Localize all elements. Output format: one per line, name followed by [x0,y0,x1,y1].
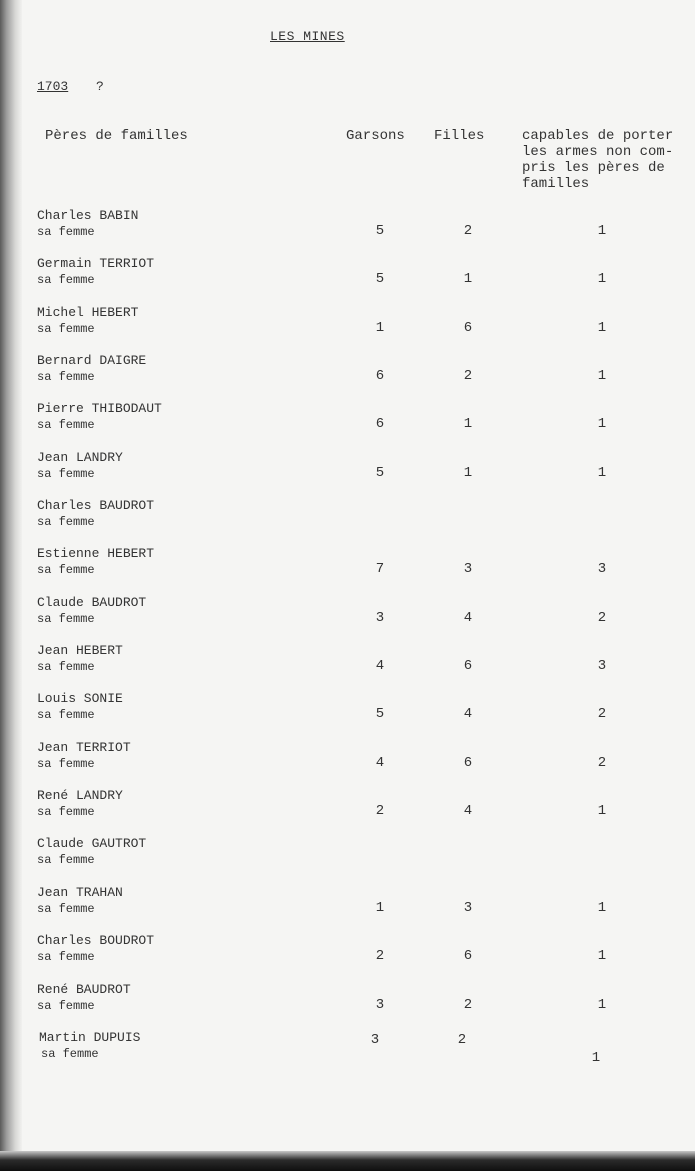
spouse-label: sa femme [37,805,95,820]
girls-count: 3 [463,899,473,916]
family-head-name: Jean HEBERT [37,643,123,659]
boys-count: 3 [375,996,385,1013]
table-row [0,691,695,739]
table-row [0,595,695,643]
arms-bearers-count: 2 [597,609,607,626]
boys-count: 4 [375,658,385,675]
girls-count: 2 [463,223,473,239]
boys-count: 2 [375,803,385,820]
table-row [0,450,695,498]
boys-count: 3 [370,1031,380,1048]
family-head-name: René BAUDROT [37,981,131,997]
column-header-arms-bearers: capables de porter les armes non com- pris les pères de familles [522,128,674,192]
family-head-name: Claude BAUDROT [37,594,147,610]
page-title: LES MINES [270,29,345,44]
arms-bearers-count: 1 [597,899,607,916]
table-row [0,546,695,594]
girls-count: 2 [457,1031,467,1048]
spouse-label: sa femme [37,321,95,336]
girls-count: 1 [463,271,473,288]
boys-count: 6 [375,416,385,433]
family-head-name: Germain TERRIOT [37,256,155,272]
girls-count: 1 [463,464,473,481]
spouse-label: sa femme [37,418,95,433]
spouse-label: sa femme [37,563,95,578]
arms-bearers-count: 1 [597,803,607,820]
table-row [0,401,695,449]
table-row [0,643,695,691]
arms-bearers-count: 1 [597,319,607,336]
spouse-label: sa femme [37,708,95,723]
table-row [0,1030,695,1078]
boys-count: 5 [375,706,385,723]
spouse-label: sa femme [37,756,95,771]
spouse-label: sa femme [37,466,95,481]
boys-count: 7 [375,561,385,578]
column-header-fathers: Pères de familles [45,128,188,144]
spouse-label: sa femme [37,273,95,288]
arms-bearers-count: 1 [597,271,607,288]
family-head-name: Claude GAUTROT [37,836,147,852]
boys-count: 5 [375,271,385,288]
arms-bearers-count: 3 [597,658,607,675]
boys-count: 4 [375,754,385,771]
arms-bearers-count: 1 [597,996,607,1013]
girls-count: 4 [463,706,473,723]
family-head-name: René LANDRY [37,788,123,804]
family-head-name: Charles BABIN [37,208,139,223]
table-row [0,885,695,933]
table-row [0,836,695,884]
spouse-label: sa femme [37,660,95,675]
arms-bearers-count: 1 [597,464,607,481]
boys-count: 2 [375,948,385,965]
girls-count: 6 [463,658,473,675]
table-row [0,788,695,836]
boys-count: 3 [375,609,385,626]
table-row [0,353,695,401]
girls-count: 6 [463,754,473,771]
year-label: 1703 [37,79,69,94]
spouse-label: sa femme [37,950,95,965]
girls-count: 2 [463,996,473,1013]
family-head-name: Martin DUPUIS [39,1029,141,1045]
table-row [0,305,695,353]
spouse-label: sa femme [37,611,95,626]
arms-bearers-count: 1 [597,368,607,385]
arms-bearers-count: 2 [597,754,607,771]
table-row [0,740,695,788]
arms-bearers-count: 3 [597,561,607,578]
spouse-label: sa femme [37,853,95,868]
family-head-name: Louis SONIE [37,691,123,707]
spouse-label: sa femme [37,225,95,239]
table-row [0,208,695,256]
girls-count: 6 [463,319,473,336]
spouse-label: sa femme [37,998,95,1013]
arms-bearers-count: 1 [597,948,607,965]
table-row [0,498,695,546]
column-header-boys: Garsons [346,128,405,144]
girls-count: 1 [463,416,473,433]
girls-count: 4 [463,803,473,820]
family-head-name: Jean LANDRY [37,449,123,465]
table-row [0,256,695,304]
family-head-name: Jean TRAHAN [37,884,123,900]
table-row [0,933,695,981]
spouse-label: sa femme [37,901,95,916]
girls-count: 6 [463,948,473,965]
arms-bearers-count: 1 [591,1049,601,1066]
spouse-label: sa femme [41,1046,99,1061]
family-head-name: Michel HEBERT [37,304,139,320]
boys-count: 6 [375,368,385,385]
boys-count: 1 [375,319,385,336]
year-uncertain-mark: ? [96,79,104,94]
family-head-name: Charles BAUDROT [37,498,155,514]
scan-bottom-edge [0,1151,695,1171]
family-head-name: Estienne HEBERT [37,546,155,562]
boys-count: 1 [375,899,385,916]
boys-count: 5 [375,464,385,481]
family-head-name: Bernard DAIGRE [37,353,147,369]
arms-bearers-count: 1 [597,223,607,239]
boys-count: 5 [375,223,385,239]
family-head-name: Charles BOUDROT [37,933,155,949]
family-head-name: Pierre THIBODAUT [37,401,162,417]
table-row [0,982,695,1030]
arms-bearers-count: 2 [597,706,607,723]
girls-count: 4 [463,609,473,626]
girls-count: 2 [463,368,473,385]
family-head-name: Jean TERRIOT [37,739,131,755]
arms-bearers-count: 1 [597,416,607,433]
spouse-label: sa femme [37,515,95,530]
census-table [0,208,695,1078]
column-header-girls: Filles [434,128,485,144]
spouse-label: sa femme [37,370,95,385]
girls-count: 3 [463,561,473,578]
